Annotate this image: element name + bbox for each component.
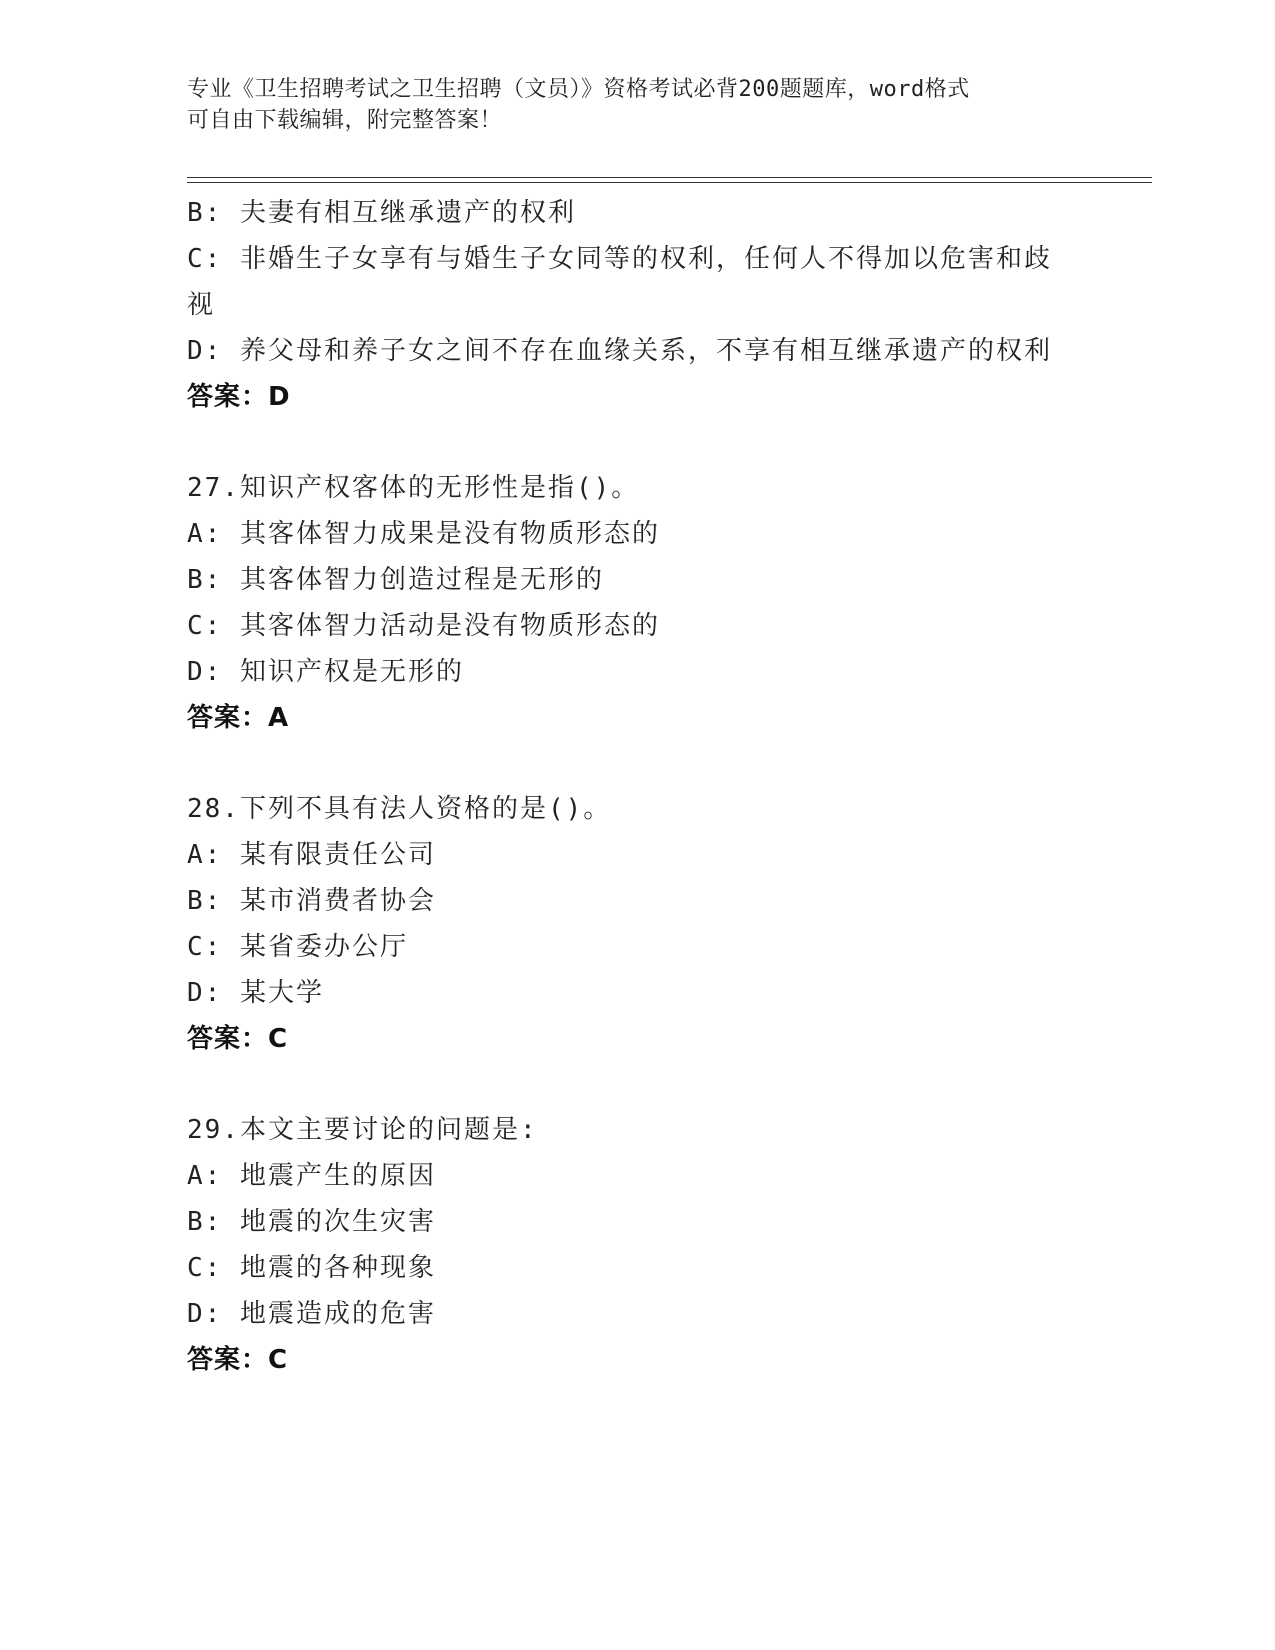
question-stem: 29.本文主要讨论的问题是: (187, 1115, 538, 1145)
option-c: C: 非婚生子女享有与婚生子女同等的权利，任何人不得加以危害和歧 (187, 244, 1052, 274)
option-d: D: 地震造成的危害 (187, 1299, 436, 1329)
answer-line: 答案：D (187, 382, 291, 412)
header-divider-bottom (187, 182, 1152, 183)
question-26-continued (187, 190, 1087, 420)
header-line-2: 可自由下载编辑，附完整答案！ (187, 108, 503, 133)
document-header (187, 74, 1067, 136)
option-a: A: 其客体智力成果是没有物质形态的 (187, 519, 660, 549)
option-b: B: 其客体智力创造过程是无形的 (187, 565, 604, 595)
option-d: D: 养父母和养子女之间不存在血缘关系，不享有相互继承遗产的权利 (187, 336, 1052, 366)
question-stem: 28.下列不具有法人资格的是()。 (187, 794, 612, 824)
option-a: A: 地震产生的原因 (187, 1161, 436, 1191)
option-b: B: 夫妻有相互继承遗产的权利 (187, 198, 576, 228)
spacer (187, 1062, 1087, 1107)
answer-line: 答案：C (187, 1024, 289, 1054)
question-28 (187, 786, 1087, 1062)
question-29 (187, 1107, 1087, 1383)
option-c: C: 地震的各种现象 (187, 1253, 436, 1283)
option-c: C: 某省委办公厅 (187, 932, 408, 962)
header-line-1: 专业《卫生招聘考试之卫生招聘（文员）》资格考试必背200题题库，word格式 (187, 77, 970, 102)
answer-line: 答案：C (187, 1345, 289, 1375)
option-d: D: 知识产权是无形的 (187, 657, 464, 687)
option-b: B: 某市消费者协会 (187, 886, 436, 916)
question-list (187, 190, 1087, 1383)
header-divider-top (187, 177, 1152, 178)
question-27 (187, 465, 1087, 741)
question-stem: 27.知识产权客体的无形性是指()。 (187, 473, 640, 503)
option-d: D: 某大学 (187, 978, 324, 1008)
spacer (187, 741, 1087, 786)
option-a: A: 某有限责任公司 (187, 840, 436, 870)
spacer (187, 420, 1087, 465)
answer-line: 答案：A (187, 703, 290, 733)
option-b: B: 地震的次生灾害 (187, 1207, 436, 1237)
option-c-continued: 视 (187, 290, 216, 320)
option-c: C: 其客体智力活动是没有物质形态的 (187, 611, 660, 641)
